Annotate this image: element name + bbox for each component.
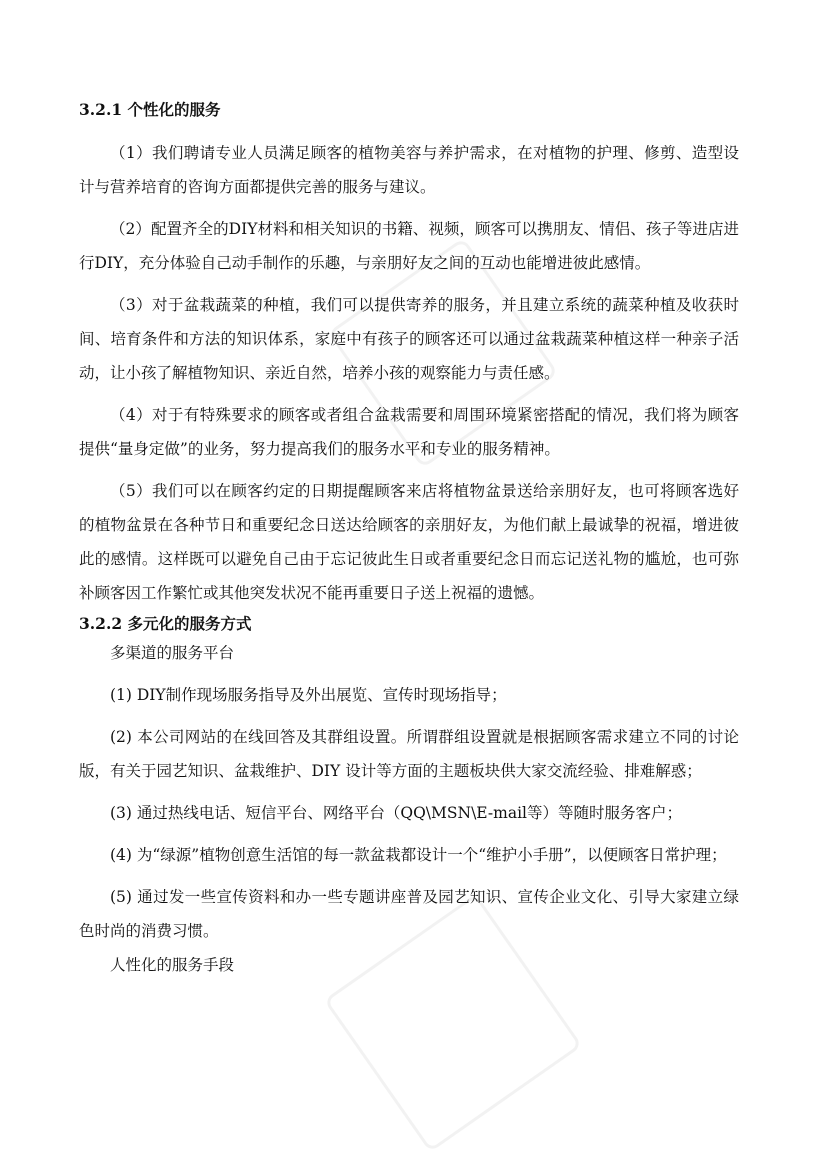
paragraph-2: （2）配置齐全的DIY材料和相关知识的书籍、视频，顾客可以携朋友、情侣、孩子等进店进行DIY，充分体验自己动手制作的乐趣，与亲朋好友之间的互动也能增进彼此感情。 [79, 220, 739, 272]
paragraph-5: （5）我们可以在顾客约定的日期提醒顾客来店将植物盆景送给亲朋好友，也可将顾客选好的植物盆景在各种节日和重要纪念日送达给顾客的亲朋好友，为他们献上最诚挚的祝福，增进彼此的感情。这样既可以避免自己由于忘记彼此生日或者重要纪念日而忘记送礼物的尴尬，也可弥补顾客因工作繁忙或其他突发状况不能再重要日子送上祝福的遗憾。 [79, 482, 739, 602]
list-item-5: (5) 通过发一些宣传资料和办一些专题讲座普及园艺知识、宣传企业文化、引导大家建立绿色时尚的消费习惯。 [79, 888, 739, 940]
list-item-2: (2) 本公司网站的在线回答及其群组设置。所谓群组设置就是根据顾客需求建立不同的讨论版，有关于园艺知识、盆栽维护、DIY 设计等方面的主题板块供大家交流经验、排难解惑； [79, 728, 739, 780]
subheading-channels: 多渠道的服务平台 [110, 644, 235, 662]
paragraph-1: （1）我们聘请专业人员满足顾客的植物美容与养护需求，在对植物的护理、修剪、造型设计与营养培育的咨询方面都提供完善的服务与建议。 [79, 144, 739, 196]
list-item-4: (4) 为“绿源”植物创意生活馆的每一款盆栽都设计一个“维护小手册”，以便顾客日常护理； [110, 846, 727, 864]
subheading-humanized-service: 人性化的服务手段 [110, 956, 235, 974]
paragraph-3: （3）对于盆栽蔬菜的种植，我们可以提供寄养的服务，并且建立系统的蔬菜种植及收获时间、培育条件和方法的知识体系，家庭中有孩子的顾客还可以通过盆栽蔬菜种植这样一种亲子活动，让小孩了解植物知识、亲近自然，培养小孩的观察能力与责任感。 [79, 296, 739, 382]
list-item-3: (3) 通过热线电话、短信平台、网络平台（QQ\MSN\E-mail等）等随时服务客户； [110, 804, 682, 822]
paragraph-4: （4）对于有特殊要求的顾客或者组合盆栽需要和周围环境紧密搭配的情况，我们将为顾客提供“量身定做”的业务，努力提高我们的服务水平和专业的服务精神。 [79, 406, 739, 458]
section-heading-3-2-1: 3.2.1 个性化的服务 [79, 100, 221, 119]
section-heading-3-2-2: 3.2.2 多元化的服务方式 [79, 614, 252, 633]
list-item-1: (1) DIY制作现场服务指导及外出展览、宣传时现场指导； [110, 686, 507, 704]
document-body [79, 98, 739, 982]
